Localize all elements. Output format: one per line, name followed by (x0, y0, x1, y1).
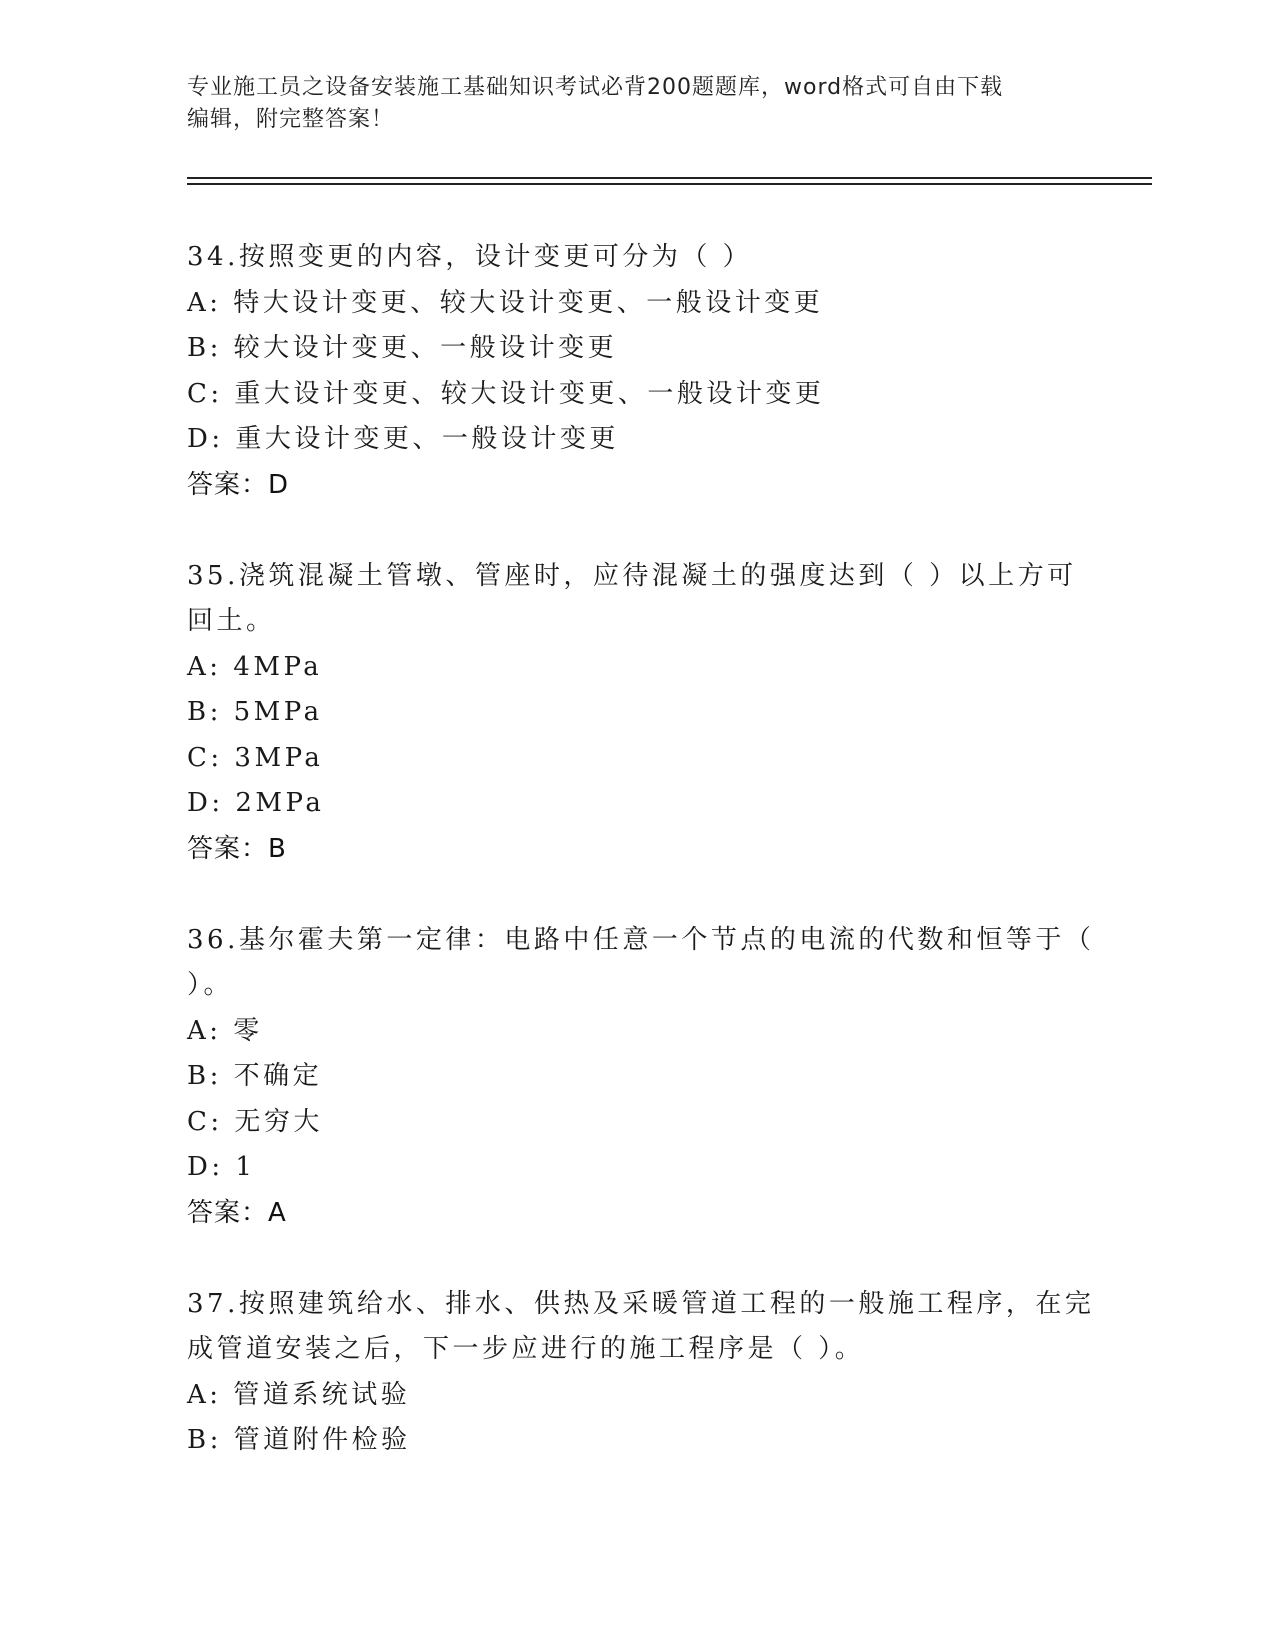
option-c: C: 3MPa (187, 742, 324, 773)
question-36 (187, 918, 1095, 1237)
option-d: D: 重大设计变更、一般设计变更 (187, 424, 619, 454)
question-spacer (187, 508, 1087, 554)
question-stem-continued: ）。 (187, 970, 234, 1000)
question-stem: 34.按照变更的内容，设计变更可分为（ ） (187, 242, 753, 272)
question-35 (187, 554, 1087, 873)
answer-text: 答案：D (187, 469, 290, 500)
question-34 (187, 235, 1087, 508)
question-stem: 35.浇筑混凝土管墩、管座时，应待混凝土的强度达到（ ）以上方可 (187, 560, 1077, 591)
question-list (187, 235, 1095, 1464)
header-divider-top (187, 177, 1152, 179)
option-a: A: 零 (187, 1015, 263, 1046)
option-a: A: 管道系统试验 (187, 1379, 411, 1410)
option-a: A: 特大设计变更、较大设计变更、一般设计变更 (187, 287, 824, 318)
option-b: B: 5MPa (187, 697, 323, 727)
header-line-2: 编辑，附完整答案！ (187, 107, 395, 132)
option-b: B: 较大设计变更、一般设计变更 (187, 333, 618, 363)
option-c: C: 无穷大 (187, 1106, 323, 1137)
header-divider-bottom (187, 183, 1152, 185)
option-c: C: 重大设计变更、较大设计变更、一般设计变更 (187, 378, 825, 409)
question-stem-continued: 成管道安装之后，下一步应进行的施工程序是（ ）。 (187, 1334, 865, 1364)
option-d: D: 2MPa (187, 788, 325, 818)
answer-text: 答案：B (187, 833, 287, 864)
question-stem: 36.基尔霍夫第一定律：电路中任意一个节点的电流的代数和恒等于（ (187, 924, 1095, 955)
answer-text: 答案：A (187, 1197, 287, 1228)
question-stem-continued: 回土。 (187, 606, 276, 636)
option-d: D: 1 (187, 1152, 256, 1182)
option-a: A: 4MPa (187, 651, 323, 682)
question-spacer (187, 1236, 1087, 1282)
header-line-1: 专业施工员之设备安装施工基础知识考试必背200题题库，word格式可自由下载 (187, 75, 1004, 100)
question-spacer (187, 872, 1087, 918)
question-stem: 37.按照建筑给水、排水、供热及采暖管道工程的一般施工程序，在完 (187, 1288, 1095, 1319)
document-header (187, 72, 1067, 136)
option-b: B: 管道附件检验 (187, 1425, 411, 1455)
question-37 (187, 1282, 1095, 1464)
option-b: B: 不确定 (187, 1061, 323, 1091)
